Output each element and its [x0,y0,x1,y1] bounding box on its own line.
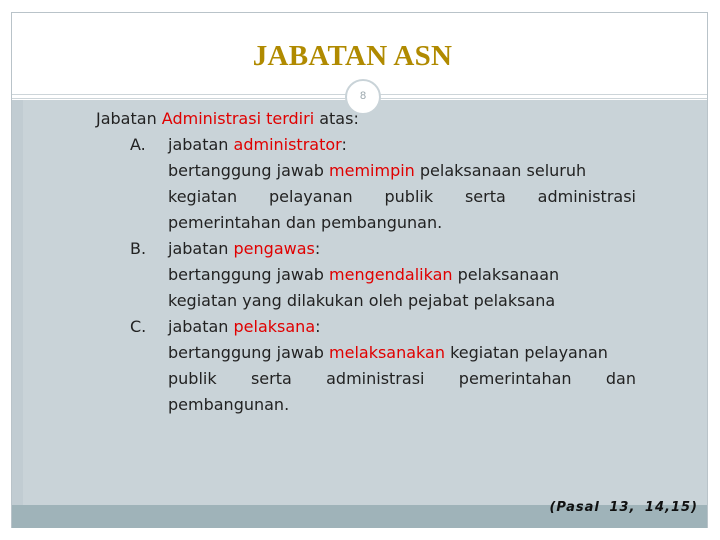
description-text: bertanggung jawab [168,161,330,180]
item-description-c [96,340,636,418]
description-highlight: melaksanakan [329,343,445,362]
description-text: kegiatan pelayanan [444,343,608,362]
item-label-colon: : [314,239,321,258]
description-text: bertanggung jawab [168,265,330,284]
description-highlight: memimpin [329,161,415,180]
slide-title: JABATAN ASN [252,40,453,72]
description-line: pemerintahan dan pembangunan. [168,213,443,232]
list-item-b [96,236,656,262]
item-label: jabatan [168,317,234,336]
description-line: pembangunan. [168,395,290,414]
intro-text: Jabatan [96,109,162,128]
description-highlight: mengendalikan [329,265,453,284]
description-line [168,340,636,366]
item-letter: C. [130,317,147,336]
description-line: publik serta administrasi pemerintahan dan [168,369,636,388]
item-label: jabatan [168,135,234,154]
description-text: bertanggung jawab [168,343,330,362]
intro-line [96,106,656,132]
item-description-b [96,262,636,314]
item-letter: B. [130,239,147,258]
intro-highlight: Administrasi terdiri [161,109,315,128]
description-line [168,262,636,288]
content-left-strip [12,100,23,505]
item-letter: A. [130,135,146,154]
item-label: jabatan [168,239,234,258]
legal-citation: (Pasal 13, 14,15) [549,500,698,515]
description-text: pelaksanaan seluruh [414,161,587,180]
page-number: 8 [359,90,367,102]
intro-text: atas: [314,109,359,128]
item-label-highlight: pelaksana [233,317,316,336]
slide-body [96,106,656,418]
description-text: pelaksanaan [452,265,560,284]
item-description-a [96,158,636,236]
item-label-colon: : [341,135,347,154]
list-item-a [96,132,656,158]
list-item-c [96,314,656,340]
description-line [168,158,636,184]
item-label-colon: : [315,317,321,336]
item-label-highlight: administrator [233,135,342,154]
description-line: kegiatan yang dilakukan oleh pejabat pelaksana [168,291,556,310]
item-label-highlight: pengawas [233,239,315,258]
description-line: kegiatan pelayanan publik serta administrasi [168,187,636,206]
